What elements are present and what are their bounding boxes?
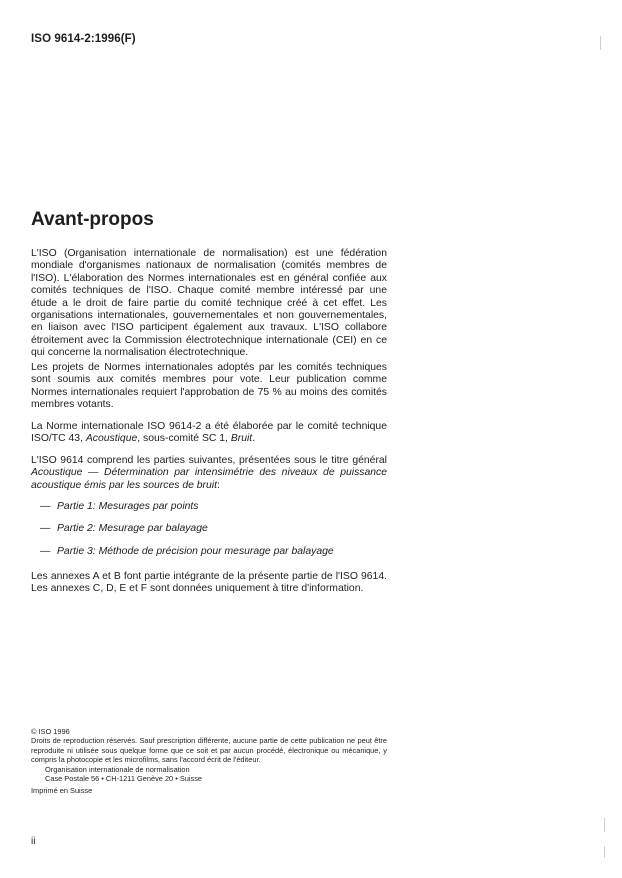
part-2-title: Partie 2: Mesurage par balayage bbox=[57, 523, 208, 534]
foreword-paragraph-3 bbox=[31, 421, 387, 446]
p3-text-after: . bbox=[252, 433, 256, 445]
p3-italic-acoustique: Acoustique bbox=[85, 433, 138, 445]
foreword-paragraph-2: Les projets de Normes internationales adoptés par les comités techniques sont soumis aux comités membres pour vote. Leur publication comme Normes internationales requiert l'approbation de 75 % au moins des comités membres votants. bbox=[31, 362, 387, 411]
list-item-part-1 bbox=[40, 501, 199, 513]
copyright-notice bbox=[31, 727, 387, 796]
list-dash: — bbox=[40, 546, 51, 557]
copyright-line: © ISO 1996 bbox=[31, 727, 70, 736]
page-number: ii bbox=[31, 836, 36, 847]
scan-margin-mark bbox=[604, 818, 605, 832]
p3-text-before: La Norme internationale ISO 9614-2 a été élaborée par le comité technique ISO/TC 43, bbox=[31, 421, 387, 445]
part-3-title: Partie 3: Méthode de précision pour mesurage par balayage bbox=[57, 546, 334, 557]
document-id-header: ISO 9614-2:1996(F) bbox=[31, 33, 136, 45]
section-title: Avant-propos bbox=[31, 209, 154, 230]
p3-text-middle: , sous-comité SC 1, bbox=[137, 433, 231, 445]
foreword-paragraph-4 bbox=[31, 455, 387, 492]
p4-text-after: : bbox=[216, 479, 220, 491]
scan-margin-mark bbox=[604, 846, 605, 858]
organisation-address: Case Postale 56 • CH-1211 Genève 20 • Suisse bbox=[45, 774, 203, 784]
rights-statement: Droits de reproduction réservés. Sauf prescription différente, aucune partie de cette publication ne peut être reproduite ni utilisée sous quelque forme que ce soit et par aucun procédé, électronique ou mécanique, y compris la photocopie et les microfilms, sans l'accord écrit de l'éditeur. bbox=[31, 736, 387, 765]
part-1-title: Partie 1: Mesurages par points bbox=[57, 501, 199, 512]
scan-margin-mark bbox=[600, 36, 601, 50]
p3-italic-bruit: Bruit bbox=[230, 433, 253, 445]
foreword-paragraph-5: Les annexes A et B font partie intégrante de la présente partie de l'ISO 9614. Les annexes C, D, E et F sont données uniquement à titre d'information. bbox=[31, 571, 387, 595]
list-item-part-2 bbox=[40, 523, 208, 535]
printed-in: Imprimé en Suisse bbox=[31, 786, 93, 796]
organisation-name: Organisation internationale de normalisation bbox=[45, 764, 190, 774]
p4-italic-series-title: Acoustique — Détermination par intensimétrie des niveaux de puissance acoustique émis par les sources de bruit bbox=[31, 467, 387, 491]
list-item-part-3 bbox=[40, 546, 334, 558]
p4-text-before: L'ISO 9614 comprend les parties suivantes, présentées sous le titre général bbox=[31, 455, 387, 466]
foreword-paragraph-1: L'ISO (Organisation internationale de normalisation) est une fédération mondiale d'organismes nationaux de normalisation (comités membres de l'ISO). L'élaboration des Normes internationales est en général confiée aux comités techniques de l'ISO. Chaque comité membre intéressé par une étude a le droit de faire partie du comité technique créé à cet effet. Les organisations internationales, gouvernementales et non gouvernementales, en liaison avec l'ISO participent également aux travaux. L'ISO collabore étroitement avec la Commission électrotechnique internationale (CEI) en ce qui concerne la normalisation électrotechnique. bbox=[31, 248, 387, 359]
list-dash: — bbox=[40, 501, 51, 512]
list-dash: — bbox=[40, 523, 51, 534]
